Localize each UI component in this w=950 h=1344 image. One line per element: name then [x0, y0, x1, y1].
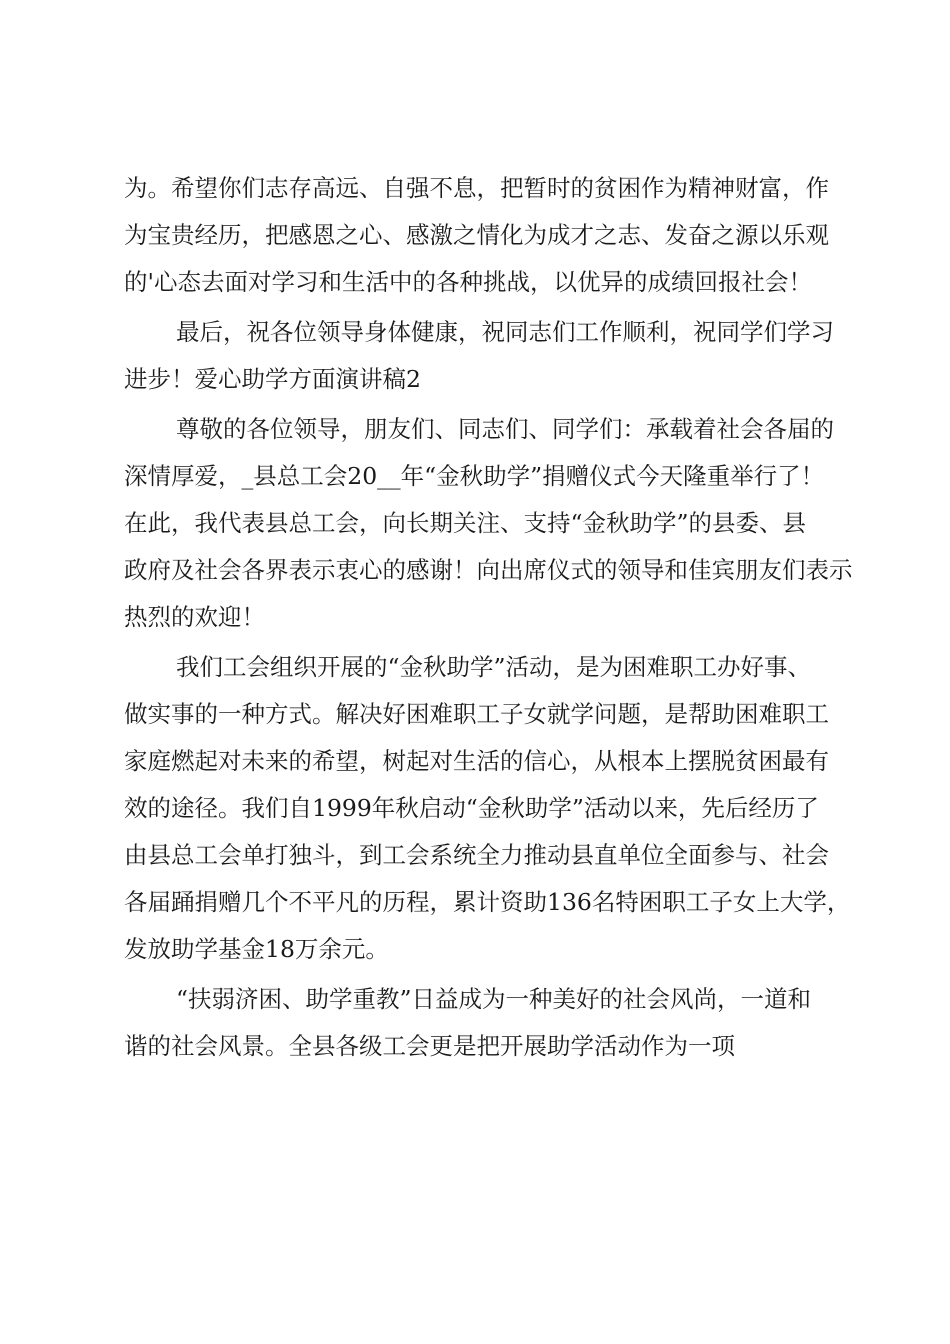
text-line: 家庭燃起对未来的希望，树起对生活的信心，从根本上摆脱贫困最有	[124, 747, 829, 775]
text-line: 由县总工会单打独斗，到工会系统全力推动县直单位全面参与、社会	[124, 841, 829, 869]
text-line: 最后，祝各位领导身体健康，祝同志们工作顺利，祝同学们学习	[176, 318, 834, 346]
text-line: 为。希望你们志存高远、自强不息，把暂时的贫困作为精神财富，作	[124, 174, 829, 202]
heading-line: 进步！爱心助学方面演讲稿2	[124, 365, 421, 393]
text-line: 发放助学基金18万余元。	[124, 935, 389, 963]
text-line: 深情厚爱，_县总工会20__年“金秋助学”捐赠仪式今天隆重举行了！	[124, 462, 825, 490]
text-line: 我们工会组织开展的“金秋助学”活动，是为困难职工办好事、	[176, 653, 812, 681]
text-line: 做实事的一种方式。解决好困难职工子女就学问题，是帮助困难职工	[124, 700, 829, 728]
text-line: 的'心态去面对学习和生活中的各种挑战，以优异的成绩回报社会！	[124, 268, 812, 296]
text-line: 谐的社会风景。全县各级工会更是把开展助学活动作为一项	[124, 1032, 735, 1060]
text-line: 效的途径。我们自1999年秋启动“金秋助学”活动以来，先后经历了	[124, 794, 819, 822]
text-line: 在此，我代表县总工会，向长期关注、支持“金秋助学”的县委、县	[124, 509, 807, 537]
text-line: “扶弱济困、助学重教”日益成为一种美好的社会风尚，一道和	[176, 985, 812, 1013]
text-line: 各届踊捐赠几个不平凡的历程，累计资助136名特困职工子女上大学，	[124, 888, 851, 916]
text-line: 为宝贵经历，把感恩之心、感激之情化为成才之志、发奋之源以乐观	[124, 221, 829, 249]
document-body	[124, 165, 853, 1070]
text-line: 政府及社会各界表示衷心的感谢！向出席仪式的领导和佳宾朋友们表示	[124, 556, 853, 584]
text-line: 热烈的欢迎！	[124, 603, 265, 631]
text-line: 尊敬的各位领导，朋友们、同志们、同学们：承载着社会各届的	[176, 415, 834, 443]
